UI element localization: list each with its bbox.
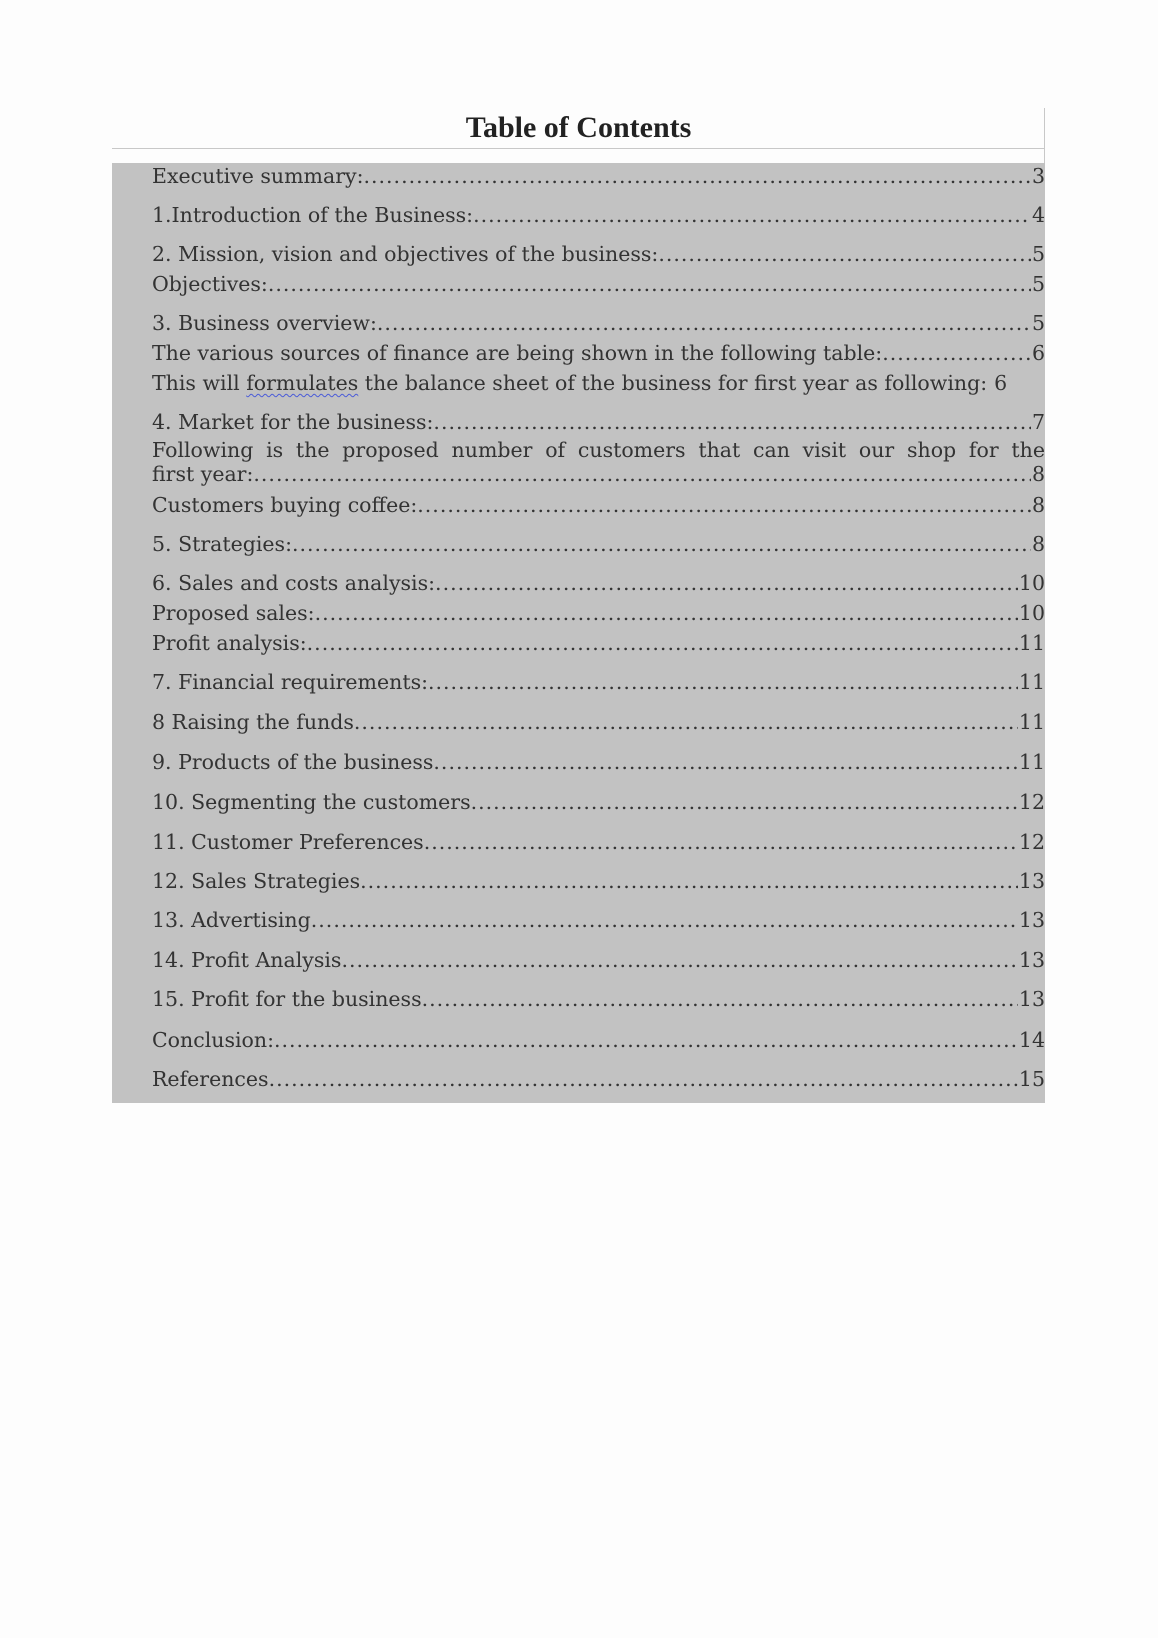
toc-entry[interactable]: [152, 370, 1045, 396]
header-rule: [1044, 108, 1045, 163]
toc-entry[interactable]: [152, 986, 1045, 1012]
toc-entry-label: The various sources of finance are being shown in the following table:: [152, 341, 883, 365]
toc-entry-label: This will formulates the balance sheet of the business for first year as following:: [152, 371, 988, 395]
toc-entry-label: 6. Sales and costs analysis:: [152, 571, 436, 595]
toc-entry[interactable]: [152, 868, 1045, 894]
toc-entry-page: 7: [1031, 410, 1045, 434]
toc-entry[interactable]: [152, 829, 1045, 855]
toc-entry-page: 5: [1031, 272, 1045, 296]
toc-entry-label: Conclusion:: [152, 1028, 274, 1052]
toc-entry-label: 8 Raising the funds: [152, 710, 354, 734]
toc-entry-page: 11: [1018, 750, 1045, 774]
toc-entry-page: 11: [1018, 670, 1045, 694]
toc-entry-line1[interactable]: Following is the proposed number of customers that can visit our shop for the: [152, 438, 1045, 462]
toc-entry-label: Customers buying coffee:: [152, 493, 418, 517]
dot-leader: [882, 340, 1031, 366]
dot-leader: [268, 271, 1031, 297]
toc-entry-page: 3: [1031, 164, 1045, 188]
dot-leader: [433, 409, 1031, 435]
toc-entry[interactable]: [152, 1066, 1045, 1092]
table-of-contents: [112, 163, 1045, 1103]
toc-entry-page: 8: [1031, 493, 1045, 517]
toc-entry-label: 14. Profit Analysis: [152, 948, 342, 972]
toc-entry-label: 11. Customer Preferences: [152, 830, 424, 854]
toc-entry-label: Objectives:: [152, 272, 268, 296]
toc-entry-page: 15: [1018, 1067, 1045, 1091]
toc-entry-page: 8: [1031, 462, 1045, 486]
toc-entry[interactable]: [152, 340, 1045, 366]
toc-entry[interactable]: [152, 709, 1045, 735]
dot-leader: [307, 630, 1018, 656]
toc-entry-page: 10: [1018, 571, 1045, 595]
toc-entry-page: 13: [1018, 948, 1045, 972]
toc-entry-label: Proposed sales:: [152, 601, 315, 625]
toc-entry-page: 8: [1031, 532, 1045, 556]
dot-leader: [311, 907, 1018, 933]
toc-entry-label: 4. Market for the business:: [152, 410, 434, 434]
toc-entry[interactable]: [152, 310, 1045, 336]
toc-entry[interactable]: [152, 531, 1045, 557]
dot-leader: [274, 1027, 1018, 1053]
dot-leader: [269, 1066, 1018, 1092]
dot-leader: [422, 986, 1018, 1012]
dot-leader: [471, 789, 1018, 815]
toc-entry-label: 5. Strategies:: [152, 532, 292, 556]
toc-entry[interactable]: [152, 630, 1045, 656]
toc-entry-page: 11: [1018, 710, 1045, 734]
toc-entry-label: 13. Advertising: [152, 908, 311, 932]
toc-entry-page: 6: [994, 371, 1008, 395]
toc-entry[interactable]: [152, 749, 1045, 775]
toc-entry[interactable]: [152, 241, 1045, 267]
toc-entry-label: Executive summary:: [152, 164, 364, 188]
toc-entry[interactable]: [152, 1027, 1045, 1053]
toc-entry[interactable]: [152, 409, 1045, 435]
toc-entry-page: 13: [1018, 987, 1045, 1011]
toc-entry-page: 13: [1018, 908, 1045, 932]
dot-leader: [363, 163, 1030, 189]
dot-leader: [433, 749, 1018, 775]
toc-entry-label: 10. Segmenting the customers: [152, 790, 471, 814]
dot-leader: [424, 829, 1018, 855]
toc-entry-label: 1.Introduction of the Business:: [152, 203, 474, 227]
toc-entry-page: 5: [1031, 242, 1045, 266]
toc-entry-label: 12. Sales Strategies: [152, 869, 361, 893]
spellcheck-underline: formulates: [246, 371, 359, 395]
toc-entry[interactable]: [152, 600, 1045, 626]
toc-entry-page: 11: [1018, 631, 1045, 655]
toc-entry[interactable]: [152, 271, 1045, 297]
toc-entry-label: 2. Mission, vision and objectives of the business:: [152, 242, 659, 266]
toc-entry-page: 4: [1031, 203, 1045, 227]
page-title: Table of Contents: [112, 108, 1045, 149]
toc-entry-label: 9. Products of the business: [152, 750, 434, 774]
dot-leader: [435, 570, 1018, 596]
toc-entry-label: 3. Business overview:: [152, 311, 377, 335]
toc-entry[interactable]: [152, 907, 1045, 933]
toc-entry-label: Profit analysis:: [152, 631, 307, 655]
toc-entry-label: 7. Financial requirements:: [152, 670, 428, 694]
toc-entry[interactable]: [152, 789, 1045, 815]
toc-entry[interactable]: [152, 570, 1045, 596]
toc-entry-label: References: [152, 1067, 269, 1091]
dot-leader: [428, 669, 1018, 695]
dot-leader: [417, 492, 1031, 518]
dot-leader: [341, 947, 1017, 973]
toc-entry-label: 15. Profit for the business: [152, 987, 422, 1011]
toc-entry[interactable]: [152, 163, 1045, 189]
toc-entry[interactable]: [152, 492, 1045, 518]
dot-leader: [292, 531, 1031, 557]
toc-entry-page: 14: [1018, 1028, 1045, 1052]
toc-entry[interactable]: [152, 947, 1045, 973]
toc-entry-page: 12: [1018, 790, 1045, 814]
toc-entry-label: first year:: [152, 462, 254, 486]
toc-entry-page: 13: [1018, 869, 1045, 893]
toc-entry-page: 10: [1018, 601, 1045, 625]
dot-leader: [354, 709, 1018, 735]
dot-leader: [377, 310, 1031, 336]
dot-leader: [315, 600, 1018, 626]
dot-leader: [253, 461, 1031, 487]
toc-entry[interactable]: [152, 202, 1045, 228]
toc-entry-page: 5: [1031, 311, 1045, 335]
toc-entry-page: 6: [1031, 341, 1045, 365]
toc-entry[interactable]: [152, 461, 1045, 487]
dot-leader: [658, 241, 1031, 267]
dot-leader: [473, 202, 1031, 228]
dot-leader: [360, 868, 1018, 894]
toc-entry-page: 12: [1018, 830, 1045, 854]
toc-entry[interactable]: [152, 669, 1045, 695]
